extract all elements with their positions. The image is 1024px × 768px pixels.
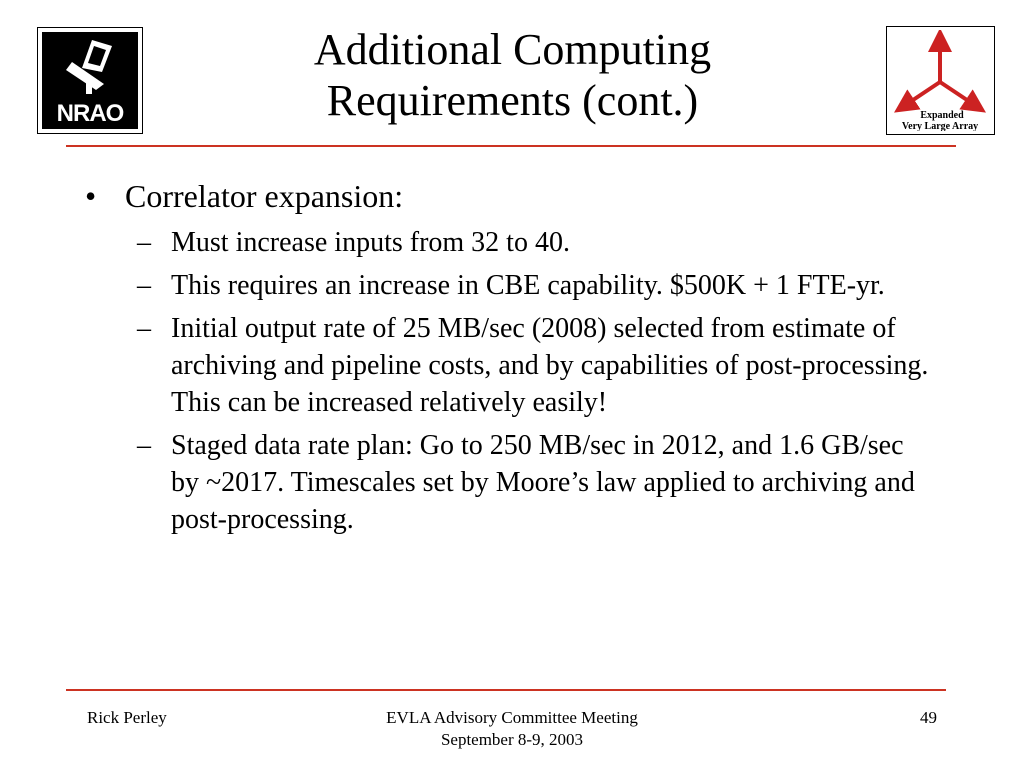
bullet-correlator-expansion	[85, 176, 945, 216]
slide-body	[85, 176, 945, 544]
sub-bullet-item	[85, 427, 931, 538]
nrao-logo	[37, 27, 143, 134]
sub-bullet-item	[85, 310, 931, 421]
nrao-logo-text: NRAO	[56, 100, 124, 127]
evla-logo-line2: Very Large Array	[901, 121, 979, 131]
bullet-text: Correlator expansion:	[125, 178, 404, 214]
sub-bullet-list	[85, 224, 945, 538]
dash-mark: –	[137, 313, 151, 344]
slide-title	[160, 24, 865, 126]
footer-event	[312, 707, 712, 751]
bullet-mark: •	[85, 178, 97, 214]
sub-bullet-item	[85, 267, 931, 304]
dash-mark: –	[137, 270, 151, 301]
footer-divider	[66, 689, 946, 691]
sub-bullet-item	[85, 224, 931, 261]
footer-event-title: EVLA Advisory Committee Meeting	[386, 708, 638, 727]
dash-mark: –	[137, 227, 151, 258]
sub-bullet-text: Staged data rate plan: Go to 250 MB/sec in 2012, and 1.6 GB/sec by ~2017. Timescales set by Moore’s law applied to archiving and post-processing.	[171, 430, 915, 535]
evla-logo-line1: Expanded	[920, 110, 964, 121]
dash-mark: –	[137, 430, 151, 461]
page-number: 49	[920, 708, 937, 727]
title-divider	[66, 145, 956, 147]
evla-logo	[886, 26, 995, 135]
nrao-logo-icon	[42, 32, 138, 129]
sub-bullet-text: Must increase inputs from 32 to 40.	[171, 227, 570, 258]
title-line-2: Requirements (cont.)	[326, 76, 699, 125]
footer-author: Rick Perley	[87, 708, 167, 727]
title-line-1: Additional Computing	[313, 25, 712, 74]
footer-event-date: September 8-9, 2003	[440, 730, 584, 749]
sub-bullet-text: This requires an increase in CBE capability. $500K + 1 FTE-yr.	[171, 270, 885, 301]
sub-bullet-text: Initial output rate of 25 MB/sec (2008) selected from estimate of archiving and pipeline costs, and by capabilities of post-processing. This can be increased relatively easily!	[171, 313, 929, 418]
evla-logo-icon	[890, 30, 991, 131]
